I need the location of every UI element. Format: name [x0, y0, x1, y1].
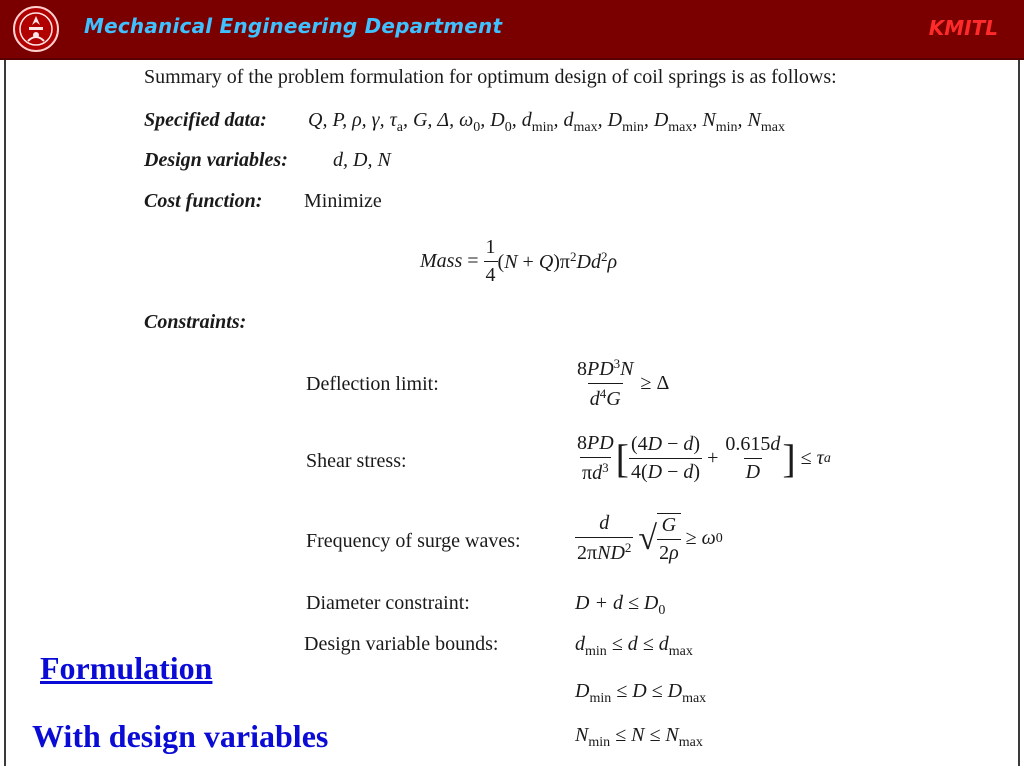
header-bar — [0, 0, 1024, 60]
shear-stress-label: Shear stress: — [306, 450, 407, 472]
surge-waves-label: Frequency of surge waves: — [306, 530, 521, 552]
cost-function-label: Cost function: — [144, 190, 263, 212]
shear-stress-expression: $\frac{8PD}{\pi d^3}$ [ $\frac{(4D - d)}{4(D - d)}$ + $\frac{0.615d}{D}$ ] ≤ τ a — [577, 432, 831, 485]
org-name: KMITL — [928, 16, 998, 40]
design-bounds-label: Design variable bounds: — [304, 633, 499, 655]
with-design-variables-text: With design variables — [32, 718, 329, 754]
department-title: Mechanical Engineering Department — [84, 14, 503, 38]
diameter-constraint-expression: $D + d \le D_0$ — [575, 592, 666, 618]
kmitl-logo-icon — [12, 5, 60, 53]
design-variables-label: Design variables: — [144, 149, 288, 171]
mass-equation: Mass = $\frac{1}{4}$ $(N + Q)\pi^2Dd^2\rho$ — [420, 236, 618, 286]
summary-line: Summary of the problem formulation for optimum design of coil springs is as follows: — [144, 66, 837, 88]
specified-data-label: Specified data: — [144, 109, 267, 131]
N-bounds-expression: $N_{min} \le N \le N_{max}$ — [575, 724, 703, 750]
surge-waves-expression: $\frac{d}{2\pi ND^2}$ √ $\frac{G}{2\rho}$ ≥ ω 0 — [577, 512, 723, 565]
design-variables-list: d, D, N — [333, 149, 391, 171]
constraints-label: Constraints: — [144, 311, 247, 333]
D-bounds-expression: $D_{min} \le D \le D_{max}$ — [575, 680, 707, 706]
cost-function-text: Minimize — [304, 190, 382, 212]
formulation-link[interactable]: Formulation — [40, 650, 213, 686]
deflection-limit-label: Deflection limit: — [306, 373, 439, 395]
deflection-limit-expression: $\frac{8PD^3N}{d^4G}$ ≥ Δ — [577, 356, 670, 411]
diameter-constraint-label: Diameter constraint: — [306, 592, 470, 614]
specified-data-list: Q, P, ρ, γ, $\tau_a$, G, Δ, $\omega_0$, $D_0$, $d_{min}$, $d_{max}$, $D_{min}$, $D_{max}$, $N_{min}$, $N_{max}$ — [308, 109, 785, 135]
d-bounds-expression: $d_{min} \le d \le d_{max}$ — [575, 633, 693, 659]
